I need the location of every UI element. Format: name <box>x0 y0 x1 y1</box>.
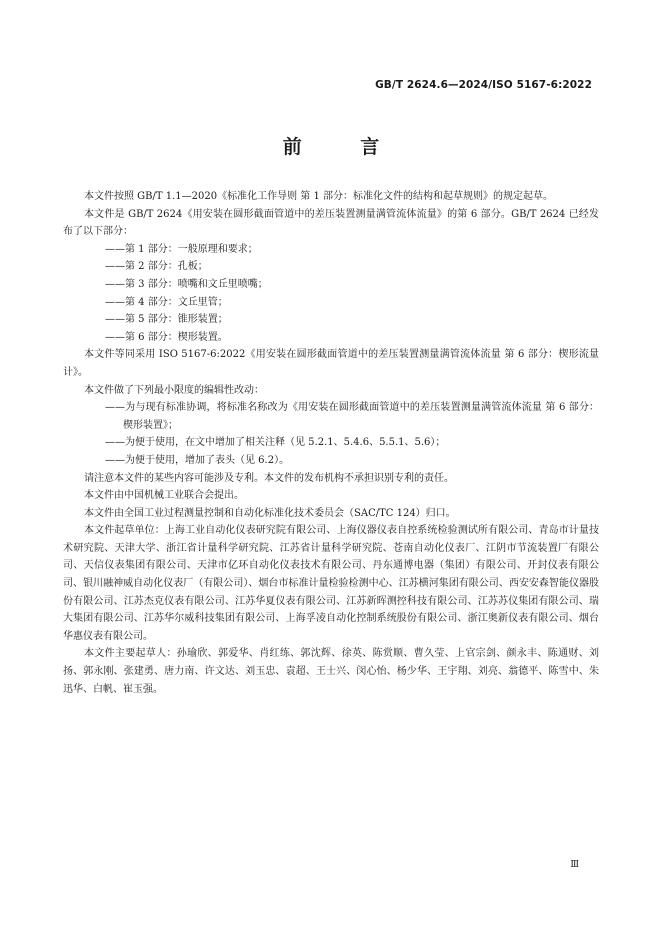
page-number: Ⅲ <box>570 860 579 870</box>
drafting-rules-paragraph: 本文件按照 GB/T 1.1—2020《标准化工作导则 第 1 部分：标准化文件的结构和起草规则》的规定起草。 <box>84 191 553 202</box>
document-body <box>63 188 599 698</box>
series-paragraph: 本文件是 GB/T 2624《用安装在圆形截面管道中的差压装置测量满管流体流量》的第 6 部分。GB/T 2624 已经发布了以下部分： <box>63 208 599 238</box>
list-item: ——为便于使用，增加了表头（见 6.2）。 <box>105 454 290 466</box>
parts-list <box>63 241 599 347</box>
equivalence-paragraph: 本文件等同采用 ISO 5167-6:2022《用安装在圆形截面管道中的差压装置测量满管流体流量 第 6 部分：楔形流量计》。 <box>63 349 599 378</box>
centralized-by: 本文件由全国工业过程测量控制和自动化标准化技术委员会（SAC/TC 124）归口。 <box>84 507 456 519</box>
page-title: 前 言 <box>282 136 406 158</box>
list-item: ——第 1 部分：一般原理和要求； <box>105 243 258 255</box>
drafting-units: 本文件起草单位：上海工业自动化仪表研究院有限公司、上海仪器仪表自控系统检验测试所有限公司、青岛市计量技术研究院、天津大学、浙江省计量科学研究院、江苏省计量科学研究院、苍南自动化仪表厂、江阴市节流装置厂有限公司、天信仪表集团有限公司、天津市亿环自动化仪表技术有限公司、丹东通博电器（集团）有限公司、开封仪表有限公司、银川融神威自动化仪表厂（有限公司）、烟台市标准计量检验检测中心、江苏横河集团有限公司、西安安森智能仪器股份有限公司、江苏杰克仪表有限公司、江苏华夏仪表有限公司、江苏新晖测控科技有限公司、江苏苏仪集团有限公司、瑞大集团有限公司、江苏华尔威科技集团有限公司、上海孚凌自动化控制系统股份有限公司、浙江奥新仪表有限公司、烟台华惠仪表有限公司。 <box>63 525 599 642</box>
edits-intro: 本文件做了下列最小限度的编辑性改动： <box>84 384 264 396</box>
list-item: ——第 5 部分：锥形装置； <box>105 314 228 326</box>
list-item: ——第 3 部分：喷嘴和文丘里喷嘴； <box>105 278 268 290</box>
list-item: ——为便于使用，在文中增加了相关注释（见 5.2.1、5.4.6、5.5.1、5.6）； <box>105 437 446 449</box>
standard-code: GB/T 2624.6—2024/ISO 5167-6:2022 <box>375 79 592 91</box>
list-item: ——第 6 部分：楔形装置。 <box>105 331 228 343</box>
list-item: ——第 2 部分：孔板； <box>105 261 208 273</box>
edits-list <box>63 399 599 469</box>
patent-notice: 请注意本文件的某些内容可能涉及专利。本文件的发布机构不承担识别专利的责任。 <box>84 472 454 484</box>
proposed-by: 本文件由中国机械工业联合会提出。 <box>84 490 244 502</box>
drafters: 本文件主要起草人：孙瑜欣、郭爱华、肖红练、郭沈辉、徐英、陈赏顺、曹久莹、上官宗剑、颜永丰、陈通财、刘扬、郭永刚、张建勇、唐力南、许文达、刘玉忠、袁超、王士兴、闵心怡、杨少华、王宇翔、刘亮、翁德平、陈雪中、朱迅华、白帆、崔玉强。 <box>63 648 599 695</box>
list-item: ——为与现有标准协调，将标准名称改为《用安装在圆形截面管道中的差压装置测量满管流体流量 第 6 部分：楔形装置》； <box>105 402 599 431</box>
list-item: ——第 4 部分：文丘里管； <box>105 296 228 308</box>
